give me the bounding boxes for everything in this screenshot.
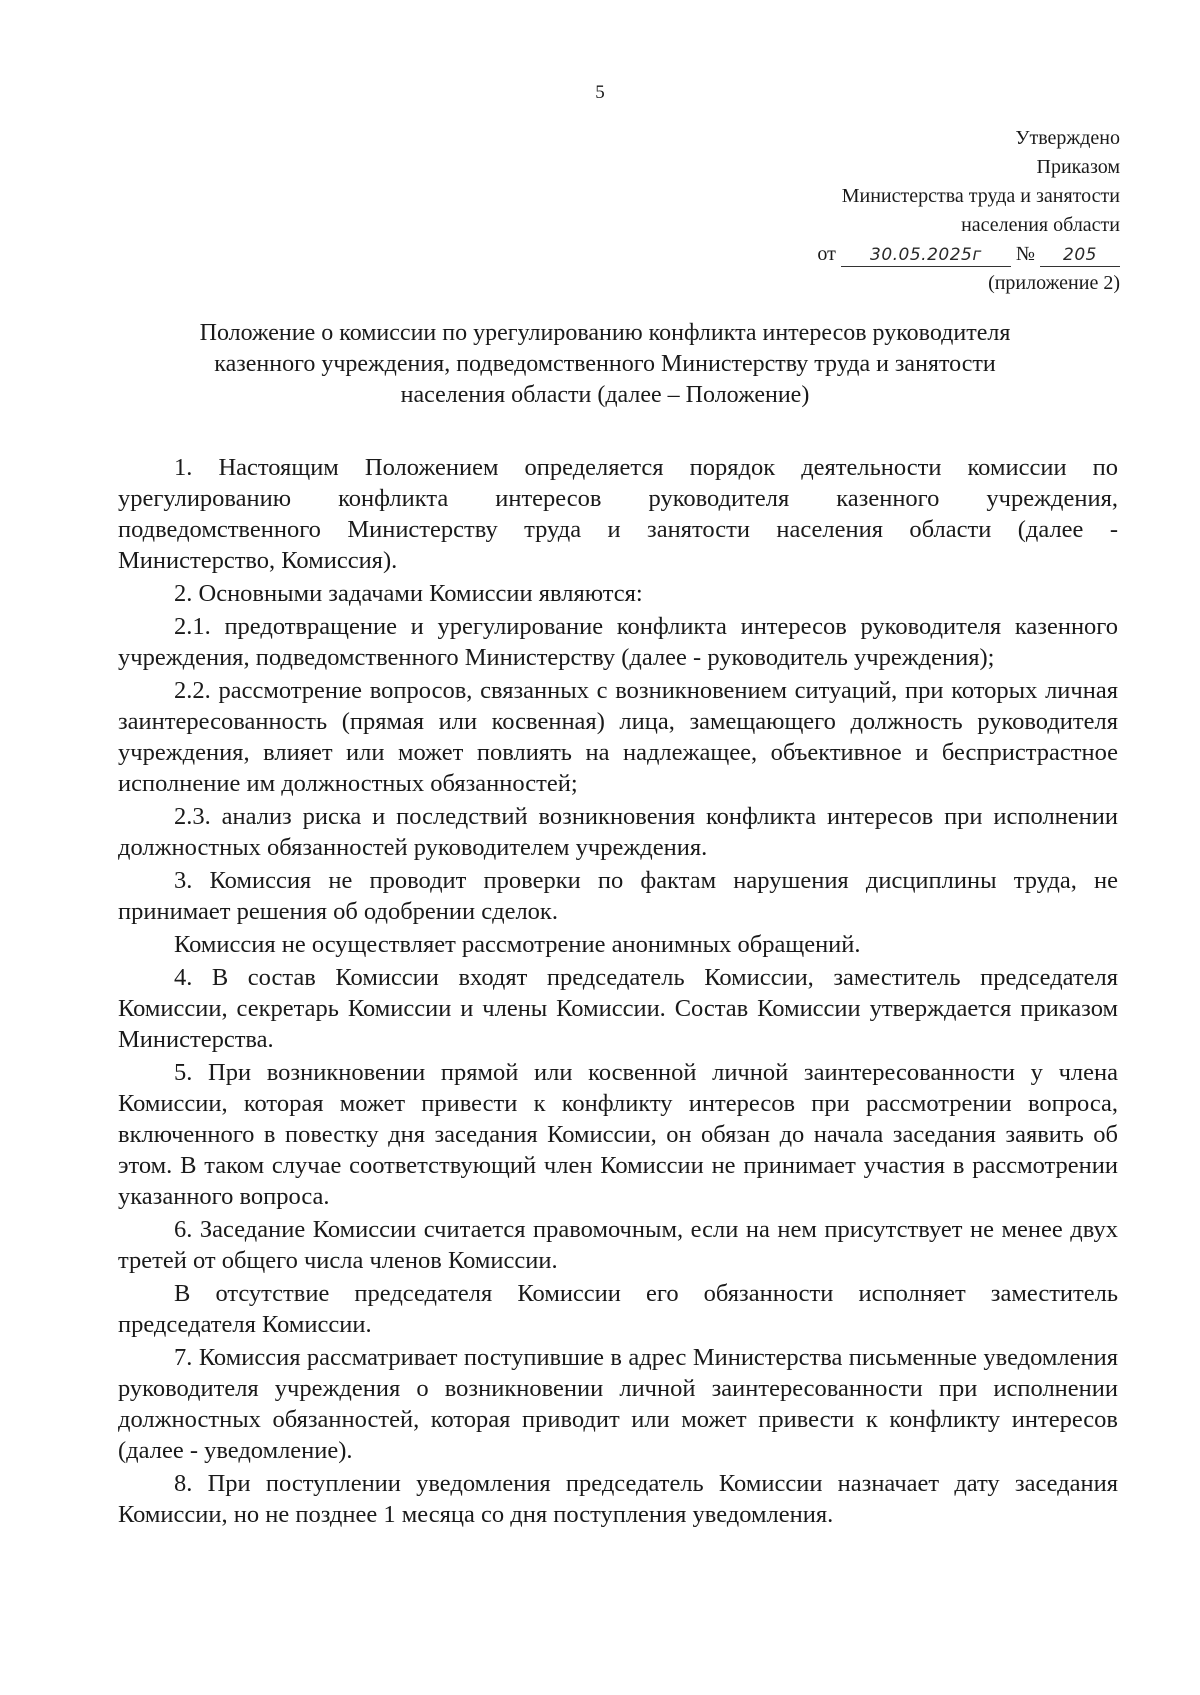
approval-region: населения области xyxy=(961,214,1120,236)
number-label: № xyxy=(1015,243,1035,265)
paragraph-2-1: 2.1. предотвращение и урегулирование конфликта интересов руководителя казенного учреждения, подведомственного Министерству (далее - руководитель учреждения); xyxy=(118,613,1118,671)
from-label: от xyxy=(817,243,836,265)
paragraph-7: 7. Комиссия рассматривает поступившие в адрес Министерства письменные уведомления руководителя учреждения о возникновении личной заинтересованности при исполнении должностных обязанностей, которая приводит или может привести к конфликту интересов (далее - уведомление). xyxy=(118,1344,1118,1464)
paragraph-1: 1. Настоящим Положением определяется порядок деятельности комиссии по урегулированию конфликта интересов руководителя казенного учреждения, подведомственного Министерству труда и занятости населения области (далее - Министерство, Комиссия). xyxy=(118,454,1118,574)
paragraph-3: 3. Комиссия не проводит проверки по фактам нарушения дисциплины труда, не принимает решения об одобрении сделок. xyxy=(118,867,1118,925)
handwritten-date: 30.05.2025г xyxy=(841,244,1011,267)
paragraph-6-absence: В отсутствие председателя Комиссии его обязанности исполняет заместитель председателя Комиссии. xyxy=(118,1280,1118,1338)
document-body xyxy=(118,452,1118,1532)
appendix-note: (приложение 2) xyxy=(988,272,1120,294)
paragraph-5: 5. При возникновении прямой или косвенной личной заинтересованности у члена Комиссии, которая может привести к конфликту интересов при рассмотрении вопроса, включенного в повестку дня заседания Комиссии, он обязан до начала заседания заявить об этом. В таком случае соответствующий член Комиссии не принимает участия в рассмотрении указанного вопроса. xyxy=(118,1059,1118,1210)
paragraph-2: 2. Основными задачами Комиссии являются: xyxy=(174,580,643,607)
page-number: 5 xyxy=(595,82,605,103)
title-line-3: населения области (далее – Положение) xyxy=(400,382,810,408)
document-title xyxy=(110,318,1100,411)
paragraph-4: 4. В состав Комиссии входят председатель Комиссии, заместитель председателя Комиссии, секретарь Комиссии и члены Комиссии. Состав Комиссии утверждается приказом Министерства. xyxy=(118,964,1118,1053)
approval-date-number-line xyxy=(700,240,1120,269)
handwritten-number: 205 xyxy=(1040,244,1120,267)
paragraph-3-anonymous: Комиссия не осуществляет рассмотрение анонимных обращений. xyxy=(174,931,861,958)
title-line-2: казенного учреждения, подведомственного Министерству труда и занятости xyxy=(214,351,996,377)
approval-ministry: Министерства труда и занятости xyxy=(841,185,1120,207)
approval-order: Приказом xyxy=(1036,156,1120,178)
approval-approved: Утверждено xyxy=(1015,127,1120,149)
paragraph-2-2: 2.2. рассмотрение вопросов, связанных с возникновением ситуаций, при которых личная заинтересованность (прямая или косвенная) лица, замещающего должность руководителя учреждения, влияет или может повлиять на надлежащее, объективное и беспристрастное исполнение им должностных обязанностей; xyxy=(118,677,1118,797)
paragraph-2-3: 2.3. анализ риска и последствий возникновения конфликта интересов при исполнении должностных обязанностей руководителем учреждения. xyxy=(118,803,1118,861)
paragraph-8: 8. При поступлении уведомления председатель Комиссии назначает дату заседания Комиссии, но не позднее 1 месяца со дня поступления уведомления. xyxy=(118,1470,1118,1528)
approval-block xyxy=(700,124,1120,298)
paragraph-6: 6. Заседание Комиссии считается правомочным, если на нем присутствует не менее двух третей от общего числа членов Комиссии. xyxy=(118,1216,1118,1274)
title-line-1: Положение о комиссии по урегулированию конфликта интересов руководителя xyxy=(199,320,1011,346)
